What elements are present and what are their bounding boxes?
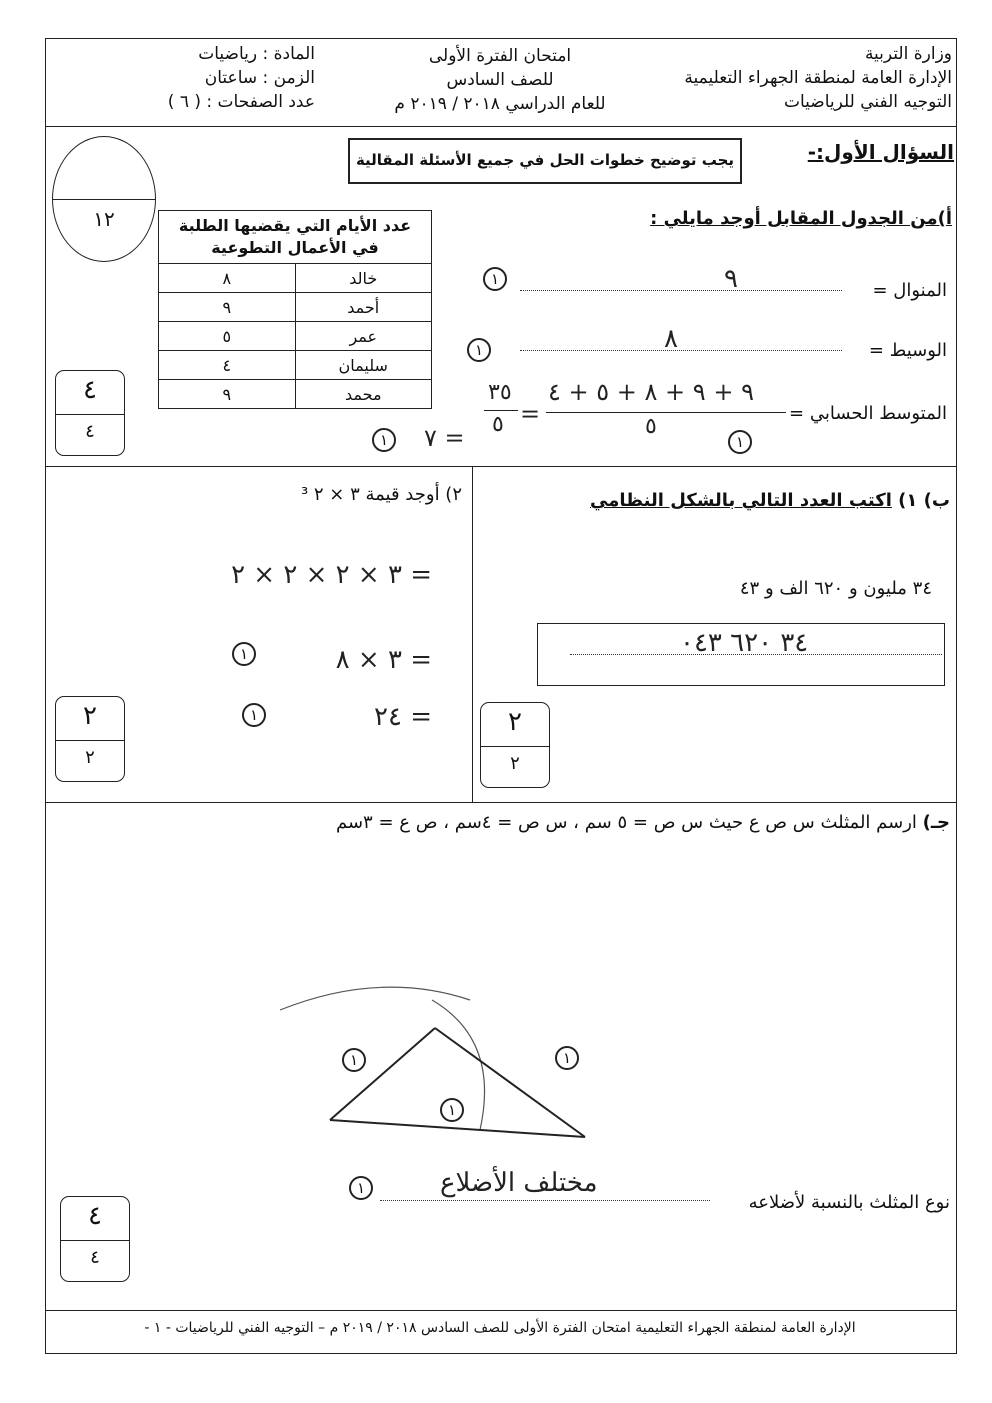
mark-circle: ١ <box>483 267 507 291</box>
score-earned: ٤ <box>88 1201 102 1231</box>
part-b1: ب) ١) اكتب العدد التالي بالشكل النظامي <box>590 490 950 511</box>
section-divider <box>45 802 957 803</box>
score-box-b2 <box>55 696 125 782</box>
triangle-type-answer: مختلف الأضلاع <box>440 1168 598 1198</box>
table-row: أحمد ٩ <box>159 293 432 322</box>
mean-label: المتوسط الحسابي = <box>789 403 947 424</box>
mark-circle: ١ <box>728 430 752 454</box>
subject: المادة : رياضيات <box>198 44 315 64</box>
header-right <box>684 42 952 114</box>
question-title: السؤال الأول:- <box>807 140 954 164</box>
step-3: = ٢٤ <box>374 702 432 732</box>
total-score-oval <box>52 136 156 262</box>
column-divider <box>472 466 473 802</box>
median-label: الوسيط = <box>868 340 947 361</box>
part-b2-label: ٢) أوجد قيمة ٣ × ٢ ³ <box>300 484 462 505</box>
mark-circle: ١ <box>372 428 396 452</box>
median-answer-line <box>520 350 842 351</box>
notice-box: يجب توضيح خطوات الحل في جميع الأسئلة المقالية <box>348 138 742 184</box>
score-earned: ٢ <box>508 707 522 737</box>
score-box-a <box>55 370 125 456</box>
mark-circle: ١ <box>467 338 491 362</box>
score-max: ٤ <box>90 1247 100 1268</box>
mean-numerator: ٩ + ٩ + ٨ + ٥ + ٤ <box>548 378 754 406</box>
table-header: عدد الأيام التي يقضيها الطلبة في الأعمال التطوعية <box>159 211 432 264</box>
triangle-type-line <box>380 1200 710 1201</box>
mean-fraction-bar <box>546 412 786 413</box>
header-left <box>105 42 315 114</box>
mark-circle: ١ <box>440 1098 464 1122</box>
score-earned: ٢ <box>83 701 97 731</box>
school-year: للعام الدراسي ٢٠١٨ / ٢٠١٩ م <box>394 94 606 114</box>
footer: الإدارة العامة لمنطقة الجهراء التعليمية امتحان الفترة الأولى للصف السادس ٢٠١٨ / ٢٠١٩ م – التوجيه الفني للرياضيات - ١ - <box>144 1320 856 1336</box>
mean-result: = ٧ <box>424 424 465 452</box>
total-score: ١٢ <box>93 207 115 231</box>
part-a-label: أ)من الجدول المقابل أوجد مايلي : <box>650 208 952 229</box>
grade: للصف السادس <box>446 70 554 90</box>
score-box-c <box>60 1196 130 1282</box>
exam-title: امتحان الفترة الأولى <box>428 46 572 66</box>
duration: الزمن : ساعتان <box>204 68 315 88</box>
table-row: عمر ٥ <box>159 322 432 351</box>
mean-frac-bar <box>484 410 518 411</box>
mode-label: المنوال = <box>872 280 947 301</box>
mean-frac-den: ٥ <box>492 412 504 437</box>
table-row: سليمان ٤ <box>159 351 432 380</box>
triangle-side <box>330 1120 585 1137</box>
score-max: ٤ <box>85 421 95 442</box>
step-2: = ٣ × ٨ <box>335 645 432 675</box>
table-row: محمد ٩ <box>159 380 432 409</box>
mode-answer: ٩ <box>724 264 738 294</box>
step-1: = ٣ × ٢ × ٢ × ٢ <box>231 560 432 590</box>
ministry: وزارة التربية <box>864 44 952 64</box>
page-count: عدد الصفحات : ( ٦ ) <box>167 92 315 112</box>
mark-circle: ١ <box>342 1048 366 1072</box>
number-words: ٣٤ مليون و ٦٢٠ الف و ٤٣ <box>739 578 932 599</box>
score-box-b1 <box>480 702 550 788</box>
median-answer: ٨ <box>664 324 678 354</box>
header-center <box>360 44 640 116</box>
part-c: جـ) ارسم المثلث س ص ع حيث س ص = ٥ سم ، س ص = ٤سم ، ص ع = ٣سم <box>335 812 950 833</box>
directorate: الإدارة العامة لمنطقة الجهراء التعليمية <box>684 68 952 88</box>
score-max: ٢ <box>85 747 95 768</box>
mode-answer-line <box>520 290 842 291</box>
mean-frac-num: ٣٥ <box>488 380 512 405</box>
standard-form-answer: ٣٤ ٦٢٠ ٠٤٣ <box>680 628 809 658</box>
score-max: ٢ <box>510 753 520 774</box>
supervision: التوجيه الفني للرياضيات <box>783 92 952 112</box>
footer-divider <box>45 1310 957 1311</box>
volunteer-table <box>158 210 432 409</box>
header-divider <box>45 126 957 127</box>
mean-denominator: ٥ <box>645 414 657 439</box>
table-row: خالد ٨ <box>159 264 432 293</box>
triangle-type-label: نوع المثلث بالنسبة لأضلاعه <box>748 1192 950 1213</box>
triangle-side <box>330 1028 435 1120</box>
mark-circle: ١ <box>555 1046 579 1070</box>
mark-circle: ١ <box>242 703 266 727</box>
score-earned: ٤ <box>83 375 97 405</box>
section-divider <box>45 466 957 467</box>
equals-sign: = <box>520 400 541 428</box>
mark-circle: ١ <box>349 1176 373 1200</box>
mark-circle: ١ <box>232 642 256 666</box>
